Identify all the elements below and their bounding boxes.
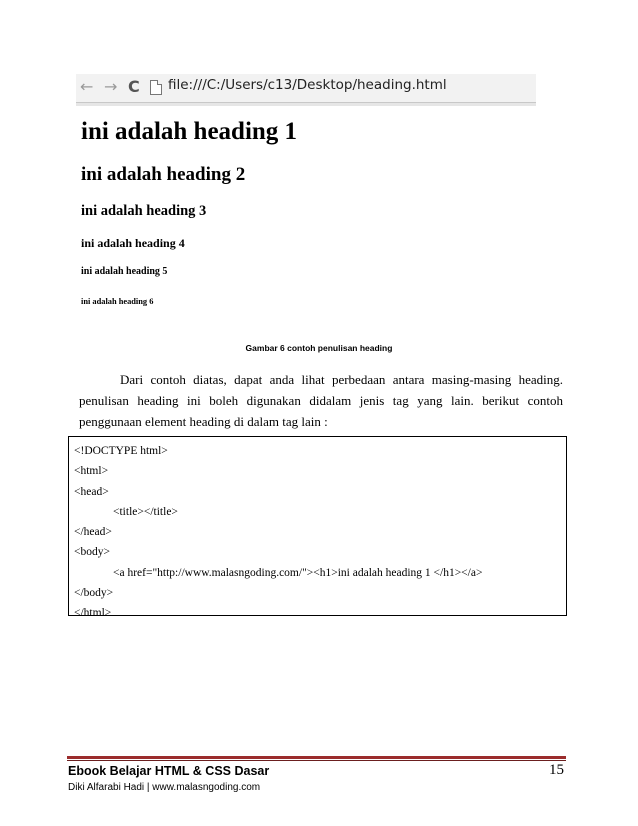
heading-3: ini adalah heading 3 <box>81 203 207 219</box>
code-line: <body> <box>74 546 110 559</box>
forward-arrow-icon[interactable]: → <box>104 77 118 96</box>
heading-4: ini adalah heading 4 <box>81 236 185 250</box>
heading-1: ini adalah heading 1 <box>81 118 298 145</box>
footer-rule <box>67 756 566 759</box>
code-line: </head> <box>74 526 112 539</box>
heading-5: ini adalah heading 5 <box>81 266 168 277</box>
body-paragraph: Dari contoh diatas, dapat anda lihat perbedaan antara masing-masing heading. penulisan heading ini boleh digunakan didalam jenis tag yang lain. berikut contoh penggunaan element heading di dalam tag lain : <box>79 372 563 429</box>
footer-author: Diki Alfarabi Hadi | www.malasngoding.com <box>68 782 261 793</box>
code-line: </body> <box>74 587 114 600</box>
code-line: </html> <box>74 607 112 620</box>
heading-2: ini adalah heading 2 <box>81 164 246 185</box>
back-arrow-icon[interactable]: ← <box>80 77 94 96</box>
figure-caption: Gambar 6 contoh penulisan heading <box>245 343 393 353</box>
footer-book-title: Ebook Belajar HTML & CSS Dasar <box>68 764 270 778</box>
code-block <box>68 436 567 620</box>
footer-rule-thin <box>67 760 566 761</box>
code-line: <html> <box>74 465 109 478</box>
code-line: <a href="http://www.malasngoding.com/"><h1>ini adalah heading 1 </h1></a> <box>113 566 483 579</box>
browser-nav-bar <box>76 74 536 103</box>
address-bar-url[interactable]: file:///C:/Users/c13/Desktop/heading.html <box>168 77 447 93</box>
browser-screenshot <box>76 74 536 314</box>
code-line: <title></title> <box>113 505 178 518</box>
code-line: <!DOCTYPE html> <box>74 445 168 457</box>
reload-icon[interactable]: C <box>128 77 140 96</box>
heading-6: ini adalah heading 6 <box>81 297 154 306</box>
page-number: 15 <box>549 762 564 778</box>
code-line: <head> <box>74 485 109 498</box>
page-icon <box>150 80 162 95</box>
